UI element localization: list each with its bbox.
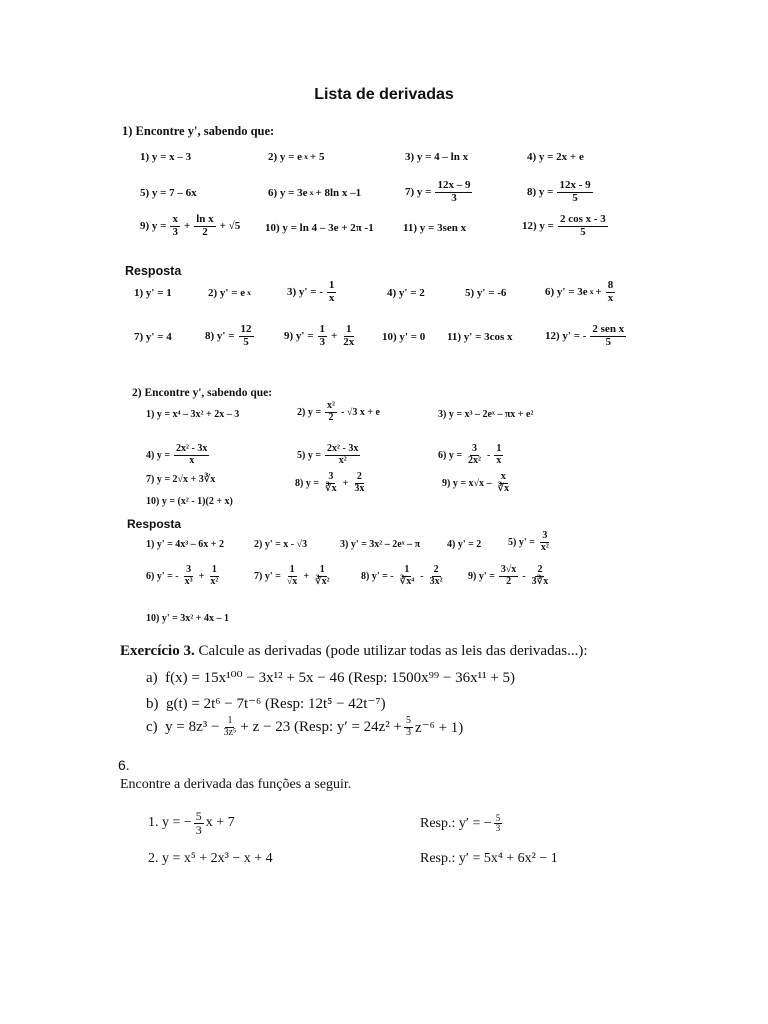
question-1-heading: 1) Encontre y', sabendo que:	[122, 124, 275, 138]
r2-answer-8: 8) y' = - $\frac{1}{\text{∛x⁴}}$ - $\frac{2}{\text{3x²}}$	[361, 564, 443, 587]
r1-answer-8: 8) y' = $\frac{12}{5}$	[205, 323, 252, 348]
q2-item-7: 7) y = 2√x + 3∛x	[146, 474, 216, 485]
r1-answer-7: 7) y' = 4	[134, 331, 172, 343]
exercise-6-number: 6.	[118, 757, 130, 773]
r1-answer-6: 6) y' = 3e x + $\frac{8}{x}$	[545, 279, 614, 304]
q2-item-4: 4) y = $\frac{\text{2x² - 3x}}{x}$	[146, 443, 208, 466]
exercise-6-item-1: 1. y = − $\frac{5}{3}$ x + 7	[148, 809, 235, 837]
q1-item-9: 9) y = $\frac{x}{3}$ + $\frac{\text{ln x}}{2}$ + √5	[140, 213, 241, 238]
r1-answer-3: 3) y' = - $\frac{1}{x}$	[287, 279, 335, 304]
r2-answer-10: 10) y' = 3x² + 4x – 1	[146, 613, 230, 624]
q1-item-2: 2) y = e x + 5	[268, 151, 325, 163]
r2-answer-1: 1) y' = 4x³ – 6x + 2	[146, 539, 225, 550]
q2-item-1: 1) y = x⁴ – 3x² + 2x – 3	[146, 409, 240, 420]
r1-answer-2: 2) y' = e x	[208, 287, 251, 299]
r2-answer-2: 2) y' = x - √3	[254, 539, 308, 550]
q1-item-12: 12) y = $\frac{\text{2 cos x - 3}}{5}$	[522, 213, 606, 238]
r1-answer-1: 1) y' = 1	[134, 287, 172, 299]
exercise-3-item-c: c) y = 8z³ − $\frac{1}{\text{3z⁵}}$ + z − 23 (Resp: y′ = 24z² + $\frac{5}{3}$ z⁻⁶ + 1)	[146, 715, 464, 738]
r1-answer-9: 9) y' = $\frac{1}{3}$ + $\frac{1}{2x}$	[284, 323, 355, 348]
question-2-heading: 2) Encontre y', sabendo que:	[132, 387, 273, 399]
r2-answer-4: 4) y' = 2	[447, 539, 482, 550]
r2-answer-6: 6) y' = - $\frac{3}{\text{x³}}$ + $\frac{1}{\text{x²}}$	[146, 564, 219, 587]
q1-item-1: 1) y = x – 3	[140, 151, 192, 163]
q2-item-9: 9) y = x√x – $\frac{x}{∛x}$	[442, 471, 510, 494]
r1-answer-10: 10) y' = 0	[382, 331, 426, 343]
r1-answer-11: 11) y' = 3cos x	[447, 331, 513, 343]
q2-item-10: 10) y = (x² - 1)(2 + x)	[146, 496, 233, 507]
r2-answer-5: 5) y' = $\frac{3}{\text{x²}}$	[508, 530, 549, 553]
r1-answer-4: 4) y' = 2	[387, 287, 425, 299]
q2-item-5: 5) y = $\frac{\text{2x² - 3x}}{\text{x²}}$	[297, 443, 359, 466]
q1-item-3: 3) y = 4 – ln x	[405, 151, 469, 163]
q1-item-6: 6) y = 3e x + 8ln x –1	[268, 187, 362, 199]
exercise-6-item-2: 2. y = x⁵ + 2x³ − x + 4	[148, 851, 273, 866]
r1-answer-5: 5) y' = -6	[465, 287, 507, 299]
r2-answer-7: 7) y' = $\frac{1}{√x}$ + $\frac{1}{\text{∛x²}}$	[254, 564, 330, 587]
q2-item-6: 6) y = $\frac{3}{\text{2x²}}$ - $\frac{1}{x}$	[438, 443, 502, 466]
exercise-3-heading: Exercício 3. Calcule as derivadas (pode utilizar todas as leis das derivadas...):	[120, 643, 588, 659]
q1-item-10: 10) y = ln 4 – 3e + 2π -1	[265, 222, 374, 234]
q2-item-8: 8) y = $\frac{3}{∛x}$ + $\frac{2}{3x}$	[295, 471, 365, 494]
q1-item-7: 7) y = $\frac{12x - 9}{3}$	[405, 179, 471, 204]
exercise-3-item-a: a) f(x) = 15x¹⁰⁰ − 3x¹² + 5x − 46 (Resp: 1500x⁹⁹ − 36x¹¹ + 5)	[146, 670, 516, 686]
q2-item-2: 2) y = $\frac{\text{x²}}{2}$ - √3 x + e	[297, 400, 380, 423]
answers-1-heading: Resposta	[125, 264, 182, 278]
exercise-6-answer-1: Resp.: y′ = − $\frac{5}{3}$	[420, 813, 501, 834]
q1-item-11: 11) y = 3sen x	[403, 222, 467, 234]
exercise-3-item-b: b) g(t) = 2t⁶ − 7t⁻⁶ (Resp: 12t⁵ − 42t⁻⁷)	[146, 696, 386, 712]
r2-answer-9: 9) y' = $\frac{3√x}{2}$ - $\frac{2}{3∛x}$	[468, 564, 549, 587]
r2-answer-3: 3) y' = 3x² – 2eˣ – π	[340, 539, 421, 550]
r1-answer-12: 12) y' = - $\frac{\text{2 sen x}}{5}$	[545, 323, 625, 348]
answers-2-heading: Resposta	[127, 517, 182, 531]
q1-item-4: 4) y = 2x + e	[527, 151, 584, 163]
exercise-6-answer-2: Resp.: y′ = 5x⁴ + 6x² − 1	[420, 851, 558, 866]
q1-item-8: 8) y = $\frac{12x - 9}{5}$	[527, 179, 591, 204]
q2-item-3: 3) y = x³ – 2eˣ – πx + e²	[438, 409, 534, 420]
exercise-6-intro: Encontre a derivada das funções a seguir.	[120, 777, 352, 792]
q1-item-5: 5) y = 7 – 6x	[140, 187, 197, 199]
page-title: Lista de derivadas	[314, 86, 454, 103]
